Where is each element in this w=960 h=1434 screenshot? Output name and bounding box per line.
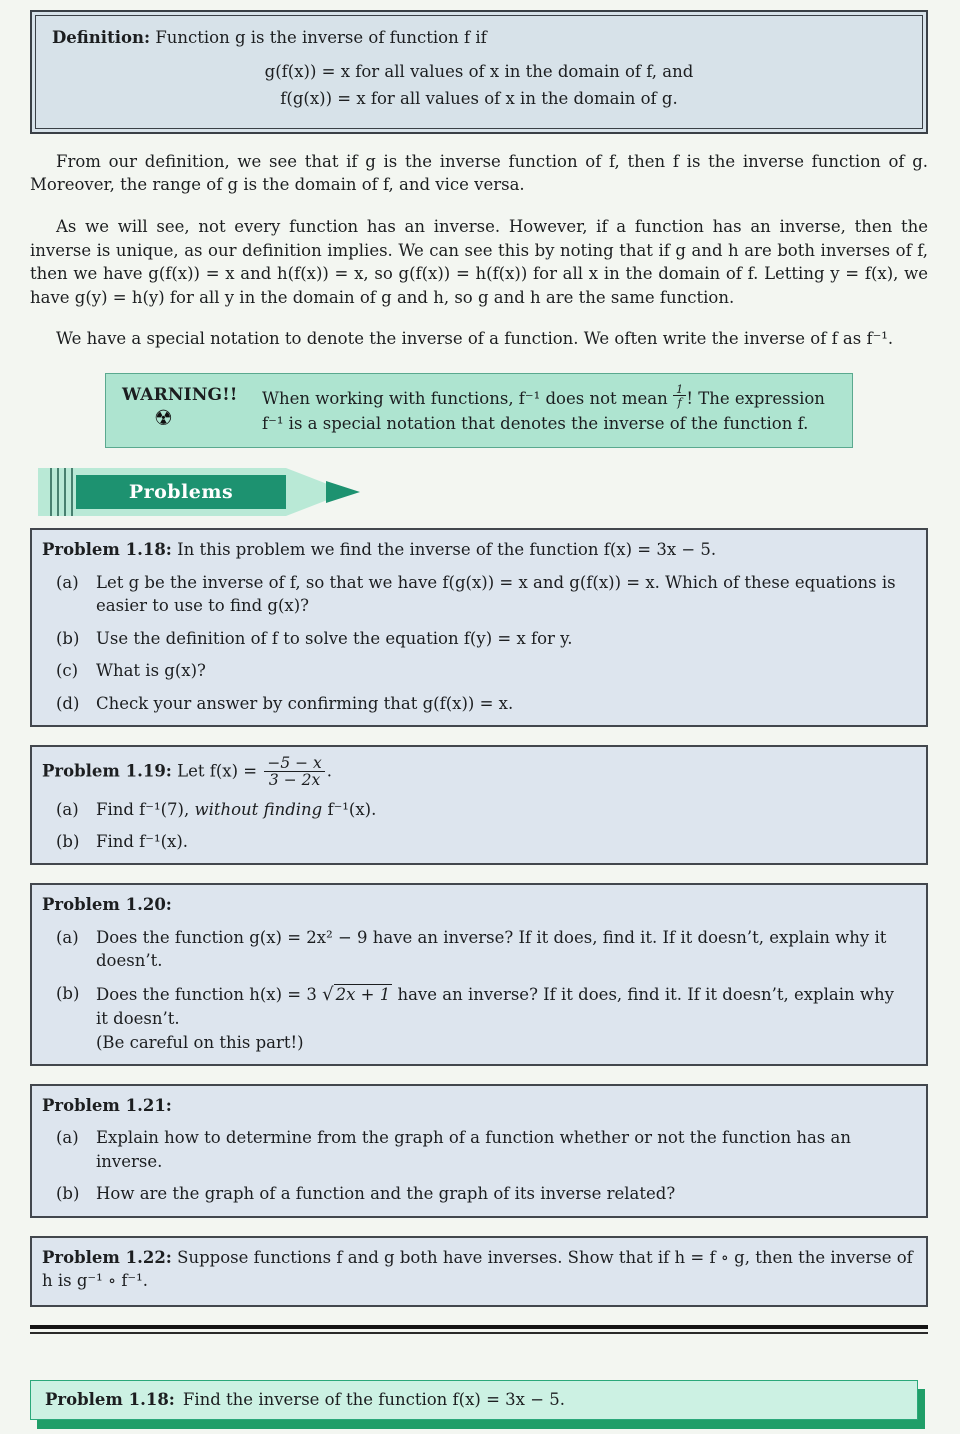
- radical-sign: √: [322, 983, 334, 1005]
- problem-1-18-title-line: [42, 538, 914, 561]
- part-text: Explain how to determine from the graph of a function whether or not the function has an inverse.: [96, 1128, 851, 1171]
- part-text: Let g be the inverse of f, so that we have f(g(x)) = x and g(f(x)) = x. Which of these equations is easier to use to find g(x)?: [96, 572, 896, 616]
- section-divider-rule-inner: [30, 1332, 928, 1334]
- problem-1-18-part-c: [56, 659, 914, 682]
- problem-1-19-intro-post: .: [326, 761, 333, 781]
- problems-banner: [38, 468, 928, 516]
- problem-1-20-title-line: [42, 893, 914, 916]
- section-divider-rule: [30, 1325, 928, 1334]
- warning-fraction: [673, 383, 686, 408]
- definition-box-inner: [35, 15, 923, 129]
- part-note: (Be careful on this part!): [96, 1032, 304, 1052]
- problem-box-1-20: [30, 883, 928, 1066]
- problem-1-22-intro: Suppose functions f and g both have inverses. Show that if h = f ∘ g, then the inverse of h is g⁻¹ ∘ f⁻¹.: [42, 1247, 913, 1291]
- problem-1-22-title-line: [42, 1246, 914, 1293]
- problem-1-21-part-b: [56, 1182, 914, 1205]
- problem-1-21-title-line: [42, 1094, 914, 1117]
- problem-box-1-21: [30, 1084, 928, 1218]
- pencil-stripe: [64, 468, 66, 516]
- paragraph-uniqueness: As we will see, not every function has an inverse. However, if a function has an inverse, then the inverse is unique, as our definition implies. We can see this by noting that if g and h are both inverses of f, then we have g(f(x)) = x and h(f(x)) = x, so g(f(x)) = h(f(x)) for all x in the domain of f. Letting y = f(x), we have g(y) = h(y) for all y in the domain of g and h, so g and h are the same function.: [30, 216, 928, 307]
- pencil-tip-icon: [326, 481, 360, 503]
- problem-1-19-title-line: [42, 755, 914, 789]
- problem-1-18-part-d: [56, 692, 914, 715]
- pencil-stripe: [50, 468, 52, 516]
- restatement-title: Problem 1.18:: [45, 1389, 175, 1409]
- problem-1-19-title: Problem 1.19:: [42, 761, 172, 781]
- part-label: (a): [56, 799, 79, 819]
- problem-box-1-18: [30, 528, 928, 727]
- part-label: (a): [56, 927, 79, 947]
- part-text-emphasis: without finding: [194, 799, 323, 819]
- part-label: (d): [56, 693, 80, 713]
- part-label: (c): [56, 661, 79, 681]
- pencil-stripe: [71, 468, 73, 516]
- problem-1-20-part-b: [56, 982, 914, 1054]
- problem-1-18-part-b: [56, 627, 914, 650]
- problem-1-18-part-a: [56, 571, 914, 618]
- restatement-text: Find the inverse of the function f(x) = 3x − 5.: [182, 1389, 566, 1409]
- radicand: 2x + 1: [335, 984, 391, 1004]
- problem-1-19-part-b: [56, 830, 914, 853]
- problem-1-20-title: Problem 1.20:: [42, 895, 172, 915]
- problem-1-19-intro-pre: Let f(x) =: [177, 761, 258, 781]
- square-root-expression: [322, 985, 392, 1004]
- problem-box-1-22: [30, 1236, 928, 1307]
- part-label: (b): [56, 983, 80, 1003]
- problem-1-21-title: Problem 1.21:: [42, 1096, 172, 1116]
- definition-intro-line: [52, 26, 906, 50]
- problem-1-20-part-a: [56, 926, 914, 973]
- warning-text-post: ! The expression f⁻¹ is a special notation that denotes the inverse of the function f.: [262, 388, 825, 433]
- part-text-pre: Does the function h(x) = 3: [96, 984, 317, 1004]
- part-text: Find f⁻¹(x).: [96, 831, 189, 851]
- radiation-icon: ☢: [154, 406, 173, 431]
- problem-restatement-box: [30, 1380, 918, 1420]
- definition-label: Definition:: [52, 28, 151, 47]
- fraction-numerator: −5 − x: [264, 755, 324, 772]
- fraction-denominator: 3 − 2x: [268, 771, 321, 790]
- paragraph-inverse-symmetry: From our definition, we see that if g is the inverse function of f, then f is the inverse function of g. Moreover, the range of g is the domain of f, and vice versa.: [30, 151, 928, 195]
- definition-intro-text: Function g is the inverse of function f if: [155, 28, 487, 47]
- part-text: [96, 798, 914, 821]
- paragraph-notation: We have a special notation to denote the inverse of a function. We often write the inverse of f as f⁻¹.: [56, 329, 894, 349]
- part-label: (b): [56, 1184, 80, 1204]
- part-label: (b): [56, 628, 80, 648]
- warning-box: [105, 373, 853, 449]
- part-text: Use the definition of f to solve the equation f(y) = x for y.: [96, 628, 573, 648]
- problems-banner-label: Problems: [76, 475, 286, 509]
- part-text: How are the graph of a function and the graph of its inverse related?: [96, 1184, 676, 1204]
- part-label: (b): [56, 831, 80, 851]
- definition-equations: [52, 60, 906, 111]
- definition-equation-2: f(g(x)) = x for all values of x in the domain of g.: [280, 88, 678, 108]
- part-label: (a): [56, 1128, 79, 1148]
- warning-fraction-denominator: f: [677, 394, 682, 409]
- part-text-pre: Find f⁻¹(7),: [96, 799, 190, 819]
- warning-fraction-numerator: 1: [673, 383, 686, 396]
- part-text: Does the function g(x) = 2x² − 9 have an inverse? If it does, find it. If it doesn’t, explain why it doesn’t.: [96, 927, 887, 971]
- warning-text: [262, 383, 836, 437]
- problem-1-22-title: Problem 1.22:: [42, 1247, 172, 1267]
- warning-label: WARNING!!: [122, 384, 238, 405]
- definition-equation-1: g(f(x)) = x for all values of x in the domain of f, and: [264, 61, 694, 81]
- part-text: Check your answer by confirming that g(f(x)) = x.: [96, 693, 514, 713]
- definition-box: [30, 10, 928, 134]
- warning-text-pre: When working with functions, f⁻¹ does not mean: [262, 388, 668, 408]
- problem-1-21-part-a: [56, 1126, 914, 1173]
- pencil-stripe: [57, 468, 59, 516]
- part-text: What is g(x)?: [96, 661, 206, 681]
- problem-1-18-intro: In this problem we find the inverse of the function f(x) = 3x − 5.: [177, 540, 717, 560]
- warning-label-column: [122, 383, 262, 437]
- part-text-post: f⁻¹(x).: [327, 799, 377, 819]
- problem-box-1-19: [30, 745, 928, 865]
- part-text-post: have an inverse? If it does, find it. If it doesn’t, explain why it doesn’t.: [96, 984, 894, 1029]
- problem-1-19-part-a: [56, 798, 914, 821]
- problem-1-18-title: Problem 1.18:: [42, 540, 172, 560]
- pencil-body: [38, 468, 286, 516]
- problem-1-19-fraction: [264, 755, 324, 789]
- part-text: [96, 982, 914, 1054]
- part-label: (a): [56, 572, 79, 592]
